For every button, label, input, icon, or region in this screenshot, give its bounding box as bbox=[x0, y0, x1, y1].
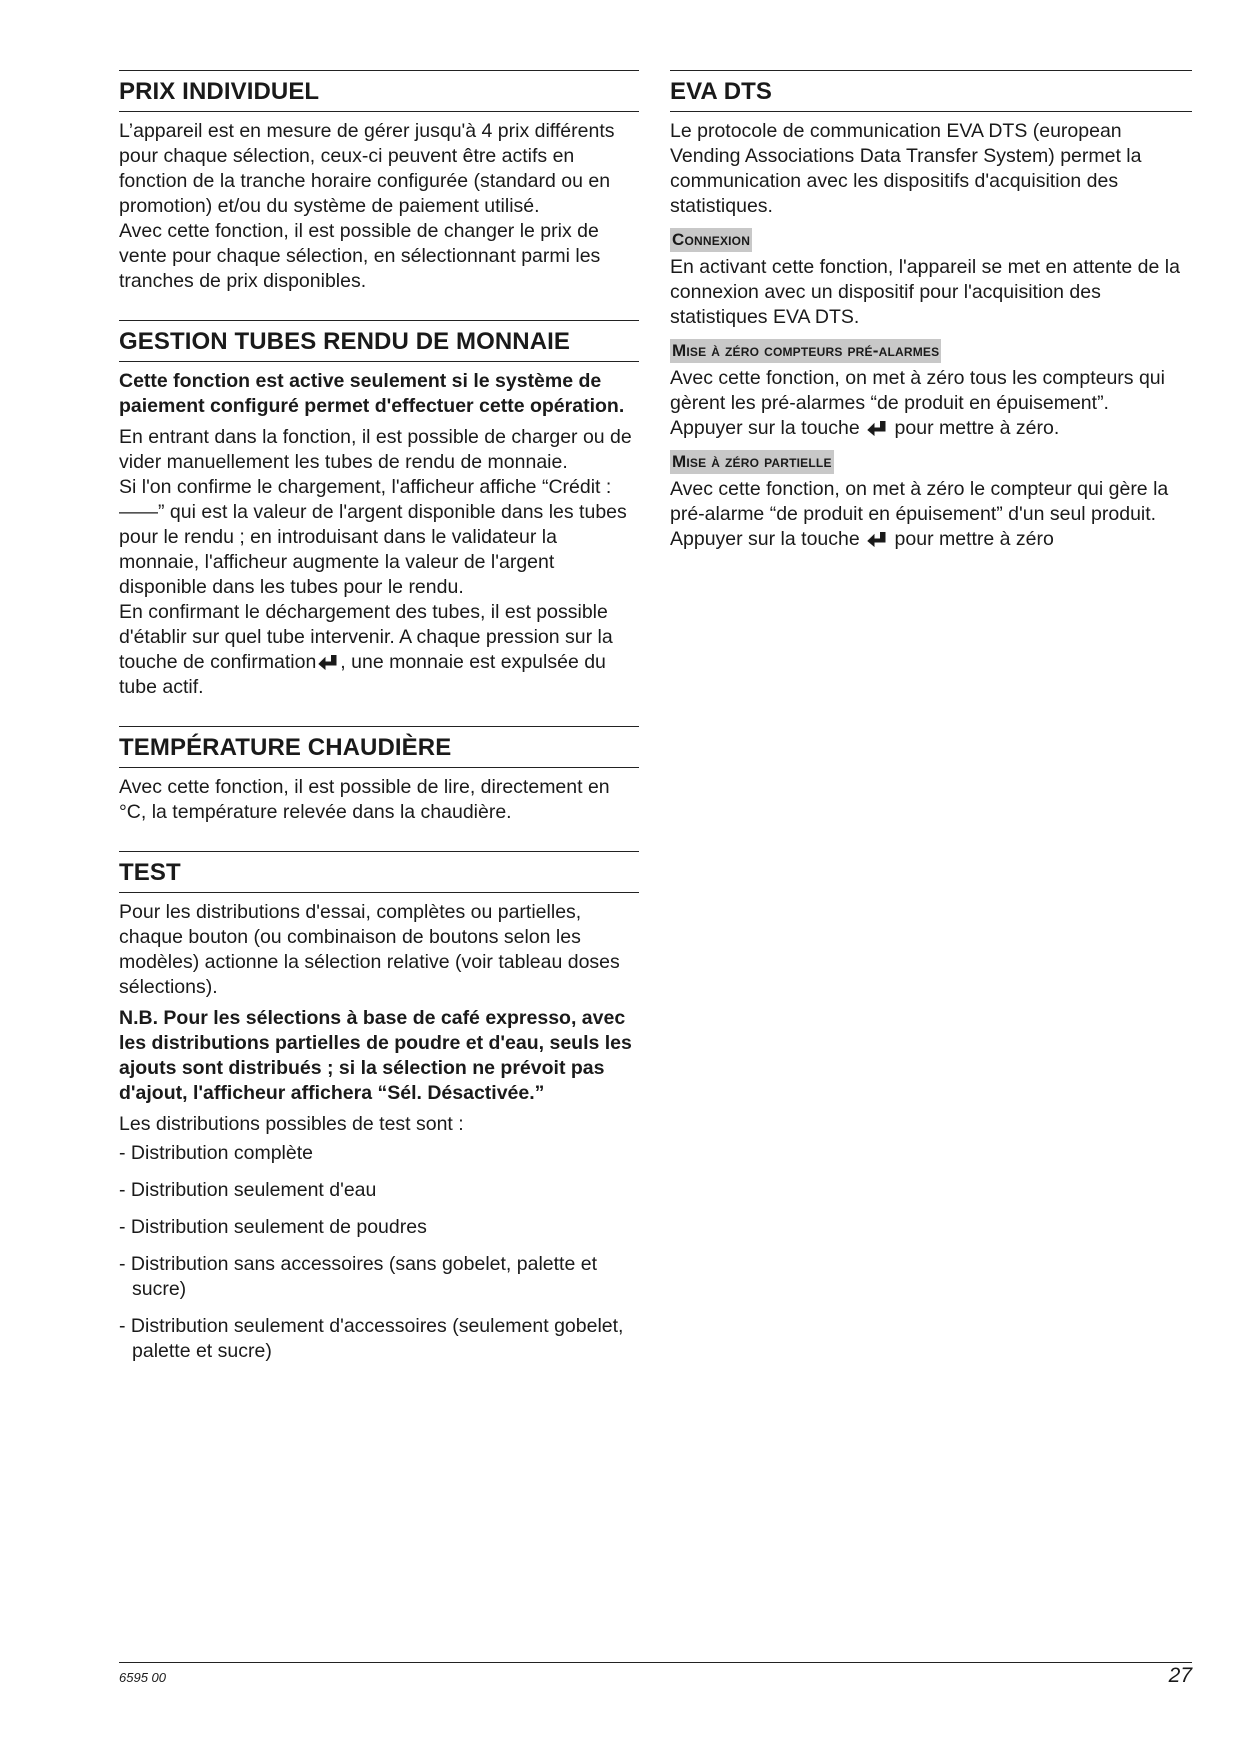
list-item: - Distribution seulement d'accessoires (seulement gobelet, palette et sucre) bbox=[119, 1315, 624, 1362]
right-column bbox=[670, 70, 1192, 578]
paragraph: Si l'on confirme le chargement, l'afficheur affiche “Crédit : ——” qui est la valeur de l'argent disponible dans les tubes pour le rendu ; en introduisant dans le validateur la monnaie, l'afficheur augmente la valeur de l'argent disponible dans les tubes pour le rendu. bbox=[119, 476, 627, 598]
section-header bbox=[670, 70, 1192, 112]
subsection-title-connexion: Connexion bbox=[670, 228, 752, 252]
paragraph: En activant cette fonction, l'appareil se met en attente de la connexion avec un dispositif pour l'acquisition des statistiques EVA DTS. bbox=[670, 256, 1180, 328]
list-item: - Distribution seulement d'eau bbox=[119, 1179, 377, 1201]
enter-key-icon bbox=[318, 654, 338, 670]
paragraph: En entrant dans la fonction, il est possible de charger ou de vider manuellement les tubes de rendu de monnaie. bbox=[119, 426, 632, 473]
list-item: - Distribution seulement de poudres bbox=[119, 1216, 427, 1238]
paragraph: L’appareil est en mesure de gérer jusqu'à 4 prix différents pour chaque sélection, ceux-ci peuvent être actifs en fonction de la tranche horaire configurée (standard ou en promotion) et/ou du système de paiement utilisé. bbox=[119, 120, 615, 217]
bold-note: Cette fonction est active seulement si le système de paiement configuré permet d'effectuer cette opération. bbox=[119, 370, 625, 417]
enter-key-icon bbox=[867, 531, 887, 547]
section-header bbox=[119, 70, 639, 112]
footer-rule bbox=[119, 1662, 1192, 1663]
bold-note: N.B. Pour les sélections à base de café expresso, avec les distributions partielles de poudre et d'eau, seuls les ajouts sont distribués ; si la sélection ne prévoit pas d'ajout, l'afficheur affichera “Sél. Désactivée.” bbox=[119, 1007, 632, 1104]
text-span: Appuyer sur la touche bbox=[670, 528, 860, 550]
text-span: pour mettre à zéro. bbox=[894, 417, 1060, 439]
paragraph: Le protocole de communication EVA DTS (european Vending Associations Data Transfer System) permet la communication avec les dispositifs d'acquisition des statistiques. bbox=[670, 120, 1142, 217]
section-header bbox=[119, 726, 639, 768]
paragraph: Les distributions possibles de test sont : bbox=[119, 1113, 464, 1135]
paragraph bbox=[119, 600, 639, 700]
page-number: 27 bbox=[1168, 1664, 1192, 1687]
list-item: - Distribution complète bbox=[119, 1142, 313, 1164]
section-eva-dts bbox=[670, 70, 1192, 552]
paragraph bbox=[670, 416, 1192, 441]
section-test bbox=[119, 851, 639, 1364]
test-list bbox=[119, 1141, 639, 1364]
section-title: TEMPÉRATURE CHAUDIÈRE bbox=[119, 734, 452, 761]
section-gestion-tubes bbox=[119, 320, 639, 700]
section-title: PRIX INDIVIDUEL bbox=[119, 78, 320, 105]
text-span: En confirmant le déchargement des tubes, il est possible d'établir sur quel tube intervenir. A chaque pression sur la touche de confirmation bbox=[119, 601, 613, 673]
section-header bbox=[119, 320, 639, 362]
document-code: 6595 00 bbox=[119, 1670, 166, 1685]
paragraph: Avec cette fonction, il est possible de lire, directement en °C, la température relevée dans la chaudière. bbox=[119, 776, 610, 823]
paragraph bbox=[670, 527, 1192, 552]
paragraph: Pour les distributions d'essai, complètes ou partielles, chaque bouton (ou combinaison de boutons selon les modèles) actionne la sélection relative (voir tableau doses sélections). bbox=[119, 901, 620, 998]
section-title: GESTION TUBES RENDU DE MONNAIE bbox=[119, 328, 571, 355]
left-column bbox=[119, 70, 639, 1390]
section-header bbox=[119, 851, 639, 893]
paragraph: Avec cette fonction, on met à zéro tous les compteurs qui gèrent les pré-alarmes “de produit en épuisement”. bbox=[670, 367, 1165, 414]
paragraph: Avec cette fonction, il est possible de changer le prix de vente pour chaque sélection, en sélectionnant parmi les tranches de prix disponibles. bbox=[119, 220, 601, 292]
section-title: TEST bbox=[119, 859, 181, 886]
subsection-title-mise-zero-partielle: Mise à zéro partielle bbox=[670, 450, 834, 474]
subsection-title-mise-zero-compteurs: Mise à zéro compteurs pré-alarmes bbox=[670, 339, 941, 363]
text-span: Appuyer sur la touche bbox=[670, 417, 860, 439]
text-span: pour mettre à zéro bbox=[894, 528, 1054, 550]
enter-key-icon bbox=[867, 420, 887, 436]
text-span: , une monnaie est expulsée du tube actif. bbox=[119, 651, 606, 698]
section-temperature bbox=[119, 726, 639, 825]
paragraph: Avec cette fonction, on met à zéro le compteur qui gère la pré-alarme “de produit en épuisement” d'un seul produit. bbox=[670, 478, 1169, 525]
section-title: EVA DTS bbox=[670, 78, 773, 105]
section-prix-individuel bbox=[119, 70, 639, 294]
list-item: - Distribution sans accessoires (sans gobelet, palette et sucre) bbox=[119, 1253, 597, 1300]
